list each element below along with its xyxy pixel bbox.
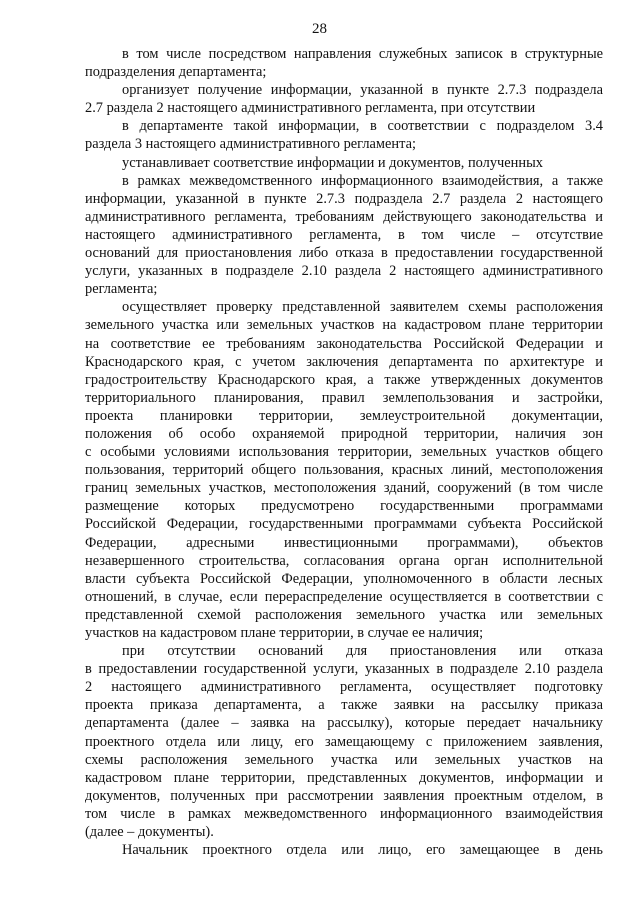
text-line: градостроительству Краснодарского края, а также утвержденных документов: [85, 371, 603, 388]
text-line: проектного отдела или лицу, его замещающему с приложением заявления,: [85, 733, 603, 750]
text-line: границ земельных участков, местоположения зданий, сооружений (в том числе: [85, 480, 603, 497]
text-line: участков на кадастровом плане территории, в случае ее наличия;: [85, 625, 484, 641]
text-line: пользования, территорий общего пользования, красных линий, местоположения: [85, 462, 603, 479]
text-line: 2 настоящего административного регламента, осуществляет подготовку: [85, 679, 603, 696]
text-line: Начальник проектного отдела или лицо, его замещающее в день: [122, 842, 603, 859]
text-line: документов, полученных при рассмотрении заявления проектным отделом, в: [85, 787, 603, 804]
document-body: [85, 45, 603, 859]
text-line: на соответствие ее требованиям законодательства Российской Федерации и: [85, 335, 603, 352]
text-line: территориального планирования, правил землепользования и застройки,: [85, 389, 603, 406]
text-line: с особыми условиями использования территории, земельных участков общего: [85, 444, 603, 461]
text-line: Краснодарского края, с учетом заключения департамента по архитектуре и: [85, 353, 603, 370]
text-line: в рамках межведомственного информационного взаимодействия, а также: [122, 172, 603, 189]
text-line: раздела 3 настоящего административного регламента;: [85, 136, 416, 153]
text-line: Российской Федерации, государственными программами субъекта Российской: [85, 516, 603, 533]
text-line: незавершенного строительства, согласования органа орган исполнительной: [85, 552, 603, 569]
text-line: проекта приказа департамента, а также заявки на рассылку приказа: [85, 697, 603, 714]
text-line: в департаменте такой информации, в соответствии с подразделом 3.4: [122, 118, 603, 135]
page-number: 28: [312, 21, 327, 37]
text-line: департамента (далее – заявка на рассылку), которые передает начальнику: [85, 715, 603, 732]
text-line: при отсутствии оснований для приостановления или отказа: [122, 643, 603, 660]
text-line: настоящего административного регламента, в том числе – отсутствие: [85, 226, 603, 243]
text-line: том числе в рамках межведомственного информационного взаимодействия: [85, 805, 603, 822]
text-line: размещение которых предусмотрено государственными программами: [85, 498, 603, 515]
text-line: Федерации, адресными инвестиционными программами), объектов: [85, 534, 603, 551]
text-line: услуги, указанных в подразделе 2.10 раздела 2 настоящего административного: [85, 263, 603, 280]
text-line: в предоставлении государственной услуги, указанных в подразделе 2.10 раздела: [85, 661, 603, 678]
text-line: административного регламента, требованиям действующего законодательства и: [85, 208, 603, 225]
text-line: в том числе посредством направления служебных записок в структурные: [122, 46, 603, 62]
text-line: представленной схемой расположения земельного участка или земельных: [85, 606, 603, 623]
text-line: схемы расположения земельного участка или земельных участков на: [85, 751, 603, 768]
text-line: отношений, в случае, если перераспределение осуществляется в соответствии с: [85, 588, 603, 605]
text-line: проекта планировки территории, землеустроительной документации,: [85, 407, 603, 424]
text-line: устанавливает соответствие информации и документов, полученных: [122, 154, 543, 171]
text-line: (далее – документы).: [85, 824, 214, 841]
text-line: регламента;: [85, 281, 158, 298]
text-line: осуществляет проверку представленной заявителем схемы расположения: [122, 299, 603, 316]
text-line: информации, указанной в пункте 2.7.3 подраздела 2.7 раздела 2 настоящего: [85, 190, 603, 207]
text-line: организует получение информации, указанной в пункте 2.7.3 подраздела: [122, 82, 603, 99]
text-line: оснований для приостановления либо отказа в предоставлении государственной: [85, 245, 603, 262]
text-line: власти субъекта Российской Федерации, уполномоченного в области лесных: [85, 570, 603, 587]
text-line: подразделения департамента;: [85, 64, 267, 81]
text-line: положения об особо охраняемой природной территории, наличия зон: [85, 425, 603, 442]
text-line: кадастровом плане территории, представленных документов, информации и: [85, 769, 603, 786]
text-line: 2.7 раздела 2 настоящего административного регламента, при отсутствии: [85, 100, 536, 117]
text-line: земельного участка или земельных участков на кадастровом плане территории: [85, 317, 603, 334]
